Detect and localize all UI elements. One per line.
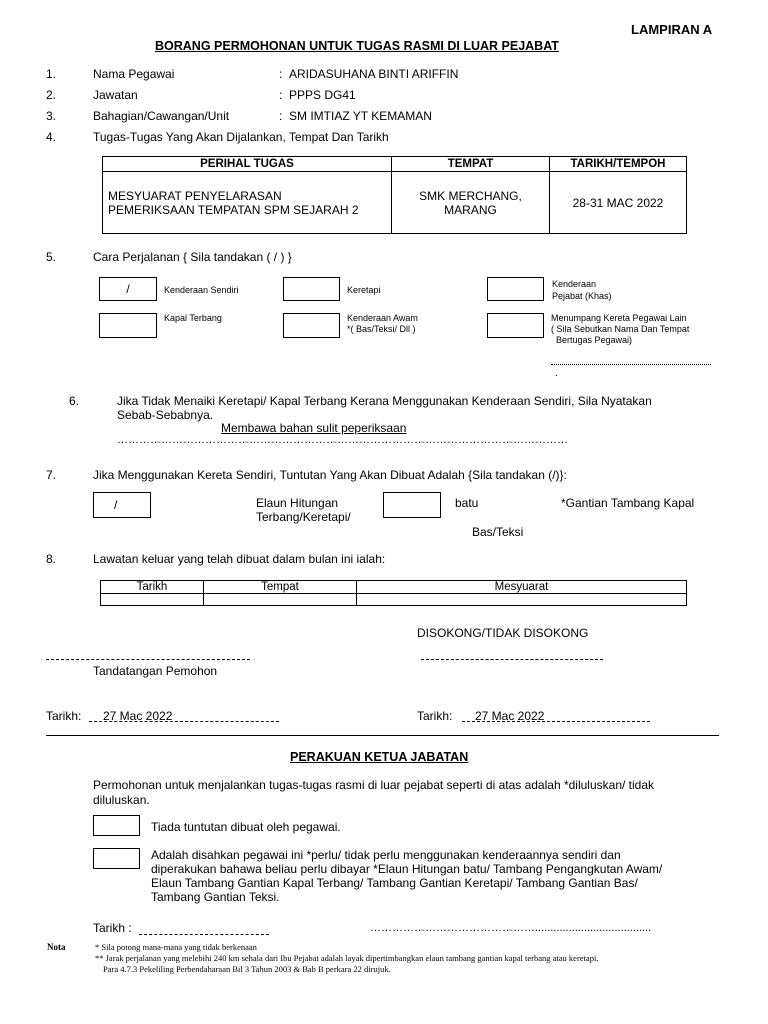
tandatangan-pemohon-label: Tandatangan Pemohon [93, 664, 218, 678]
info-label-nama: Nama Pegawai [93, 67, 175, 81]
duty-header-perihal: PERIHAL TUGAS [103, 157, 392, 172]
item7-num: 7. [46, 468, 57, 482]
item6-dotline: …………………………………………………………………………………………………………… [117, 434, 568, 446]
visits-cell[interactable] [204, 594, 357, 606]
checkbox-gantian-tambang[interactable] [383, 492, 441, 518]
duty-tempat-line2: MARANG [444, 202, 497, 217]
perakuan-tarikh-label: Tarikh : [93, 921, 132, 935]
tarikh-dotline-right [462, 721, 650, 722]
info-label-bahagian: Bahagian/Cawangan/Unit [93, 109, 230, 123]
perakuan-para-line2: diluluskan. [93, 793, 150, 807]
item7-label: Jika Menggunakan Kereta Sendiri, Tuntutan Yang Akan Dibuat Adalah {Sila tandakan (/)}: [93, 468, 567, 482]
perakuan-opt2-line2: diperakukan bahawa beliau perlu dibayar *Elaun Hitungan batu/ Tambang Pengangkutan Awam/ [151, 862, 663, 876]
info-value-jawatan: PPPS DG41 [289, 88, 356, 102]
perakuan-para-line1: Permohonan untuk menjalankan tugas-tugas rasmi di luar pejabat seperti di atas adalah *diluluskan/ tidak [93, 778, 655, 792]
perakuan-tarikh-line[interactable] [139, 934, 269, 935]
perakuan-opt2-line3: Elaun Tambang Gantian Kapal Terbang/ Tambang Gantian Keretapi/ Tambang Gantian Bas/ [151, 876, 638, 890]
nota-line1: * Sila potong mana-mana yang tidak berkenaan [95, 942, 257, 952]
checkbox-disahkan[interactable] [93, 848, 140, 869]
option-kapal-terbang-label: Kapal Terbang [164, 313, 222, 323]
tarikh-value-left: 27 Mac 2022 [103, 709, 173, 723]
option-kenderaan-sendiri-label: Kenderaan Sendiri [164, 285, 239, 295]
checkbox-kenderaan-awam[interactable] [283, 313, 340, 338]
duty-table [102, 156, 687, 234]
item8-label: Lawatan keluar yang telah dibuat dalam bulan ini ialah: [93, 552, 386, 566]
perakuan-opt1: Tiada tuntutan dibuat oleh pegawai. [151, 820, 341, 834]
visits-header-mesyuarat: Mesyuarat [357, 581, 687, 594]
item8-num: 8. [46, 552, 57, 566]
visits-table [100, 580, 687, 606]
duty-header-tarikh: TARIKH/TEMPOH [550, 157, 687, 172]
item6-line2: Sebab-Sebabnya. [117, 408, 214, 422]
info-num: 1. [46, 67, 57, 81]
option-menumpang-label3: Bertugas Pegawai) [556, 335, 633, 345]
disokong-label: DISOKONG/TIDAK DISOKONG [417, 626, 589, 640]
option-kenderaan-pejabat-label2: Pejabat (Khas) [552, 291, 612, 301]
perakuan-title: PERAKUAN KETUA JABATAN [290, 750, 469, 764]
info-colon: : [279, 67, 283, 81]
duty-perihal-line1: MESYUARAT PENYELARASAN [108, 188, 282, 203]
duty-cell-tempat [392, 172, 550, 234]
item7-gantian: *Gantian Tambang Kapal [561, 496, 695, 510]
nota-line2: ** Jarak perjalanan yang melebihi 240 km sehala dari Ibu Pejabat adalah layak dipertimbangkan elaun tambang gantian kapal terbang atau keretapi. [95, 953, 599, 963]
checkbox-kenderaan-pejabat[interactable] [487, 277, 544, 301]
perakuan-opt2-line1: Adalah disahkan pegawai ini *perlu/ tidak perlu menggunakan kenderaannya sendiri dan [151, 848, 621, 862]
visits-cell[interactable] [101, 594, 204, 606]
item7-batu: batu [455, 496, 479, 510]
form-title: BORANG PERMOHONAN UNTUK TUGAS RASMI DI LUAR PEJABAT [155, 39, 559, 53]
visits-header-tarikh: Tarikh [101, 581, 204, 594]
visits-header-tempat: Tempat [204, 581, 357, 594]
menumpang-period: . [555, 368, 558, 379]
info-label-jawatan: Jawatan [93, 88, 138, 102]
item4-label: Tugas-Tugas Yang Akan Dijalankan, Tempat Dan Tarikh [93, 130, 389, 144]
info-colon: : [279, 109, 283, 123]
item6-reason: Membawa bahan sulit peperiksaan [221, 421, 407, 435]
option-menumpang-label2: ( Sila Sebutkan Nama Dan Tempat [551, 324, 690, 334]
item5-num: 5. [46, 250, 57, 264]
signature-line-supporter[interactable] [421, 659, 603, 660]
info-num: 2. [46, 88, 57, 102]
item7-elaun-line1: Elaun Hitungan [256, 496, 339, 510]
checkbox-kapal-terbang[interactable] [99, 313, 157, 338]
lampiran-label: LAMPIRAN A [631, 22, 713, 37]
duty-tempat-line1: SMK MERCHANG, [419, 188, 522, 203]
info-value-nama: ARIDASUHANA BINTI ARIFFIN [289, 67, 459, 81]
info-value-bahagian: SM IMTIAZ YT KEMAMAN [289, 109, 432, 123]
duty-cell-perihal [103, 172, 392, 234]
tarikh-dotline-left [89, 721, 279, 722]
item5-label: Cara Perjalanan { Sila tandakan ( / ) } [93, 250, 292, 264]
option-kenderaan-pejabat-label1: Kenderaan [552, 279, 597, 289]
option-kenderaan-awam-label1: Kenderaan Awam [347, 313, 418, 323]
option-keretapi-label: Keretapi [347, 285, 381, 295]
checkbox-kenderaan-sendiri[interactable]: / [99, 277, 157, 301]
nota-label: Nota [47, 942, 66, 952]
option-kenderaan-awam-label2: *( Bas/Teksi/ Dll ) [347, 324, 416, 334]
tarikh-label-left: Tarikh: [46, 709, 82, 723]
duty-cell-tarikh: 28-31 MAC 2022 [550, 172, 687, 234]
duty-header-tempat: TEMPAT [392, 157, 550, 172]
section-divider [46, 735, 719, 736]
tarikh-value-right: 27 Mac 2022 [475, 709, 545, 723]
info-colon: : [279, 88, 283, 102]
item7-elaun-line2: Terbang/Keretapi/ [256, 510, 351, 524]
duty-perihal-line2: PEMERIKSAAN TEMPATAN SPM SEJARAH 2 [108, 202, 359, 217]
item6-line1: Jika Tidak Menaiki Keretapi/ Kapal Terbang Kerana Menggunakan Kenderaan Sendiri, Sila Nyatakan [117, 394, 652, 408]
menumpang-dotline [551, 364, 711, 365]
info-num: 3. [46, 109, 57, 123]
tarikh-label-right: Tarikh: [417, 709, 453, 723]
nota-line3: Para 4.7.3 Pekeliling Perbendaharaan Bil 3 Tahun 2003 & Bab B perkara 22 dirujuk. [103, 964, 391, 974]
checkbox-keretapi[interactable] [283, 277, 340, 301]
perakuan-opt2-line4: Tambang Gantian Teksi. [151, 890, 280, 904]
perakuan-signature-dots: ………………………………………...................................... [370, 922, 652, 934]
signature-line-applicant[interactable] [46, 659, 250, 660]
item4-num: 4. [46, 130, 57, 144]
item7-bas-teksi: Bas/Teksi [472, 525, 524, 539]
item6-num: 6. [69, 394, 80, 408]
checkbox-tiada-tuntutan[interactable] [93, 815, 140, 836]
option-menumpang-label1: Menumpang Kereta Pegawai Lain [551, 313, 687, 323]
visits-cell[interactable] [357, 594, 687, 606]
checkbox-menumpang[interactable] [487, 313, 544, 338]
checkbox-elaun-hitungan[interactable]: / [93, 492, 151, 518]
